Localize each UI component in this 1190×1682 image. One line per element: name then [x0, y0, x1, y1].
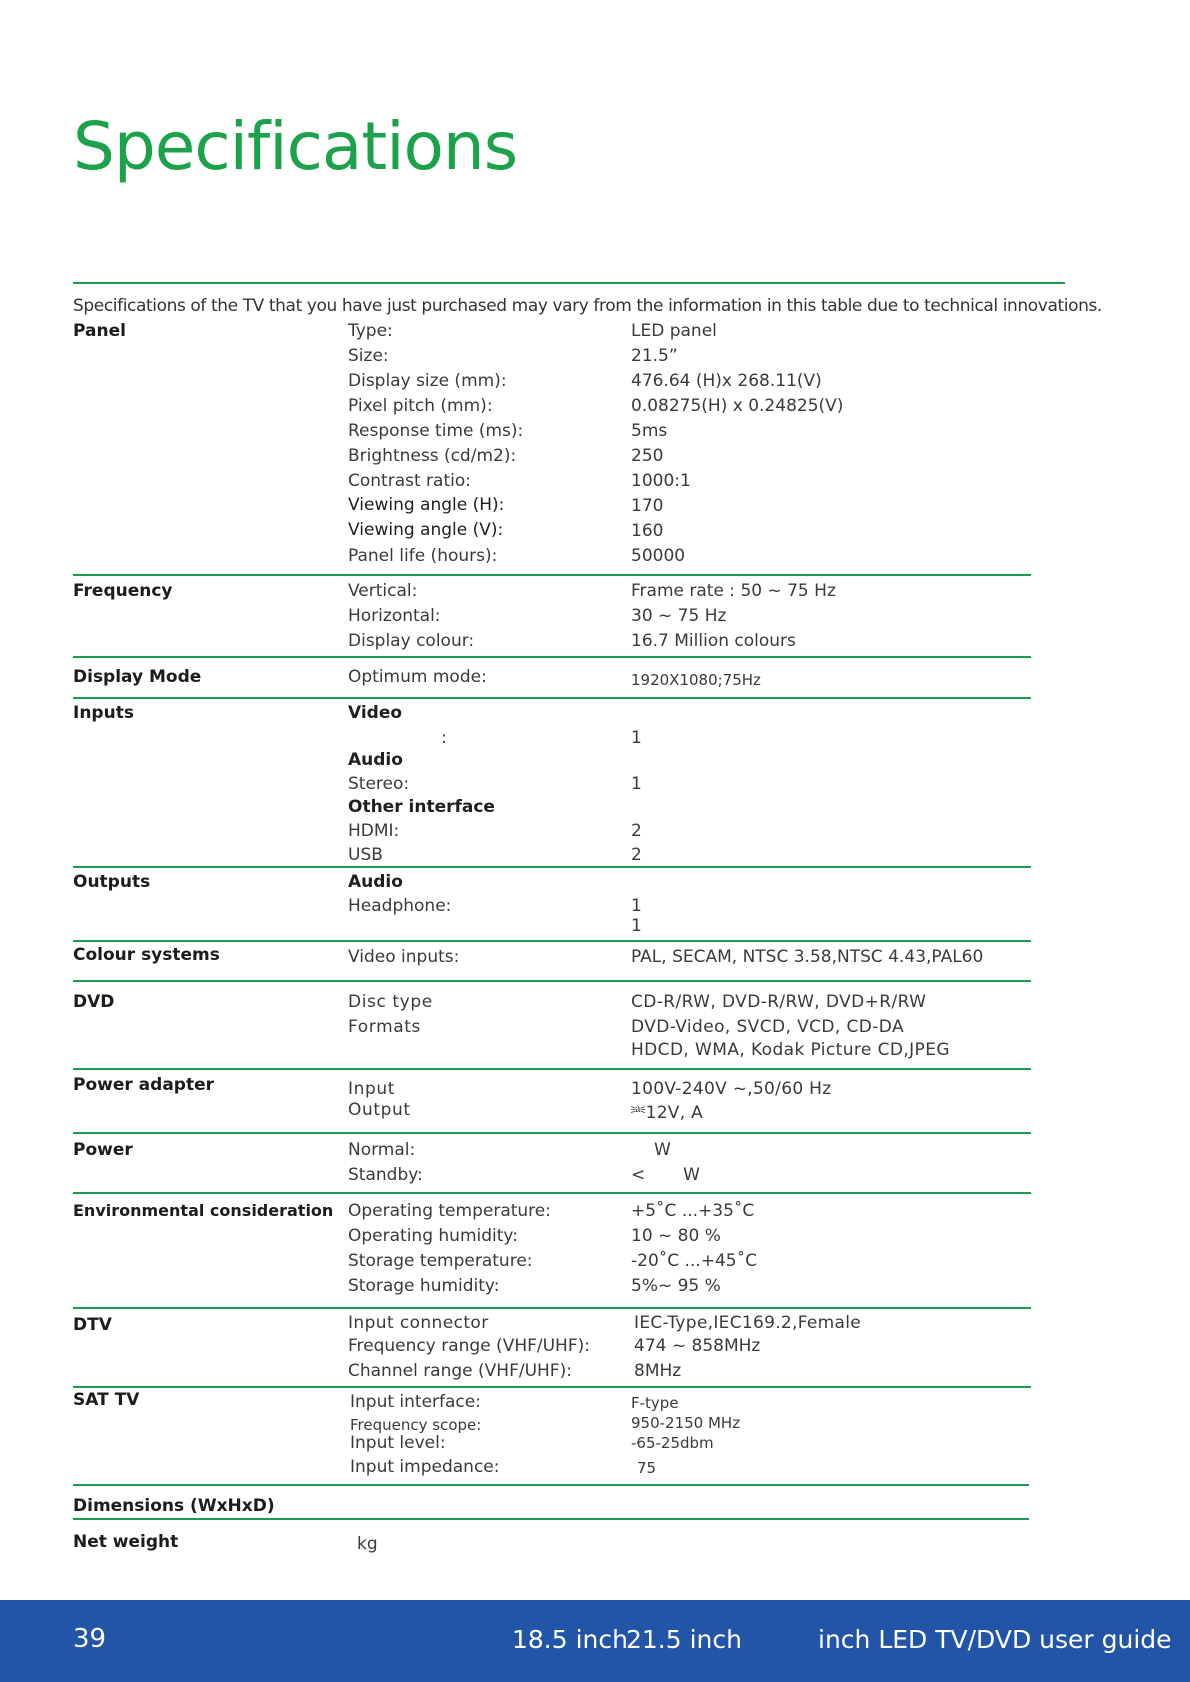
frequency-horizontal-label: Horizontal: [348, 606, 441, 626]
inputs-other-interface-subheading: Other interface [348, 797, 495, 817]
section-panel-heading: Panel [73, 321, 126, 341]
inputs-stereo-value: 1 [631, 774, 642, 794]
power-standby-value: < W [631, 1165, 700, 1185]
display-mode-value: 1920X1080;75Hz [631, 671, 761, 689]
section-display-mode-heading: Display Mode [73, 667, 202, 687]
dvd-formats-label: Formats [348, 1017, 421, 1037]
panel-viewing-angle-h-value: 170 [631, 496, 664, 516]
sat-frequency-scope-value: 950-2150 MHz [631, 1414, 741, 1432]
frequency-vertical-label: Vertical: [348, 581, 418, 601]
sat-input-impedance-value: 75 [637, 1459, 657, 1477]
outputs-extra-value: 1 [631, 916, 642, 936]
display-mode-label: Optimum mode: [348, 667, 487, 687]
panel-viewing-angle-h-label: Viewing angle (H): [348, 495, 505, 515]
sat-input-level-value: -65-25dbm [631, 1434, 714, 1452]
divider [73, 1068, 1031, 1070]
panel-brightness-value: 250 [631, 446, 664, 466]
dtv-channel-range-value: 8MHz [634, 1361, 682, 1381]
env-storage-temp-value: -20˚C ...+45˚C [631, 1251, 757, 1271]
panel-pixel-pitch-value: 0.08275(H) x 0.24825(V) [631, 396, 844, 416]
inputs-video-label: : [441, 728, 447, 748]
power-adapter-output-value: ⎃12V, A [631, 1103, 704, 1123]
net-weight-unit: kg [357, 1534, 378, 1554]
sat-input-impedance-label: Input impedance: [350, 1457, 500, 1477]
inputs-usb-label: USB [348, 845, 383, 865]
section-power-adapter-heading: Power adapter [73, 1075, 214, 1095]
inputs-video-value: 1 [631, 728, 642, 748]
panel-display-size-label: Display size (mm): [348, 371, 507, 391]
divider [73, 1484, 1029, 1486]
panel-type-value: LED panel [631, 321, 717, 341]
section-frequency-heading: Frequency [73, 581, 173, 601]
power-adapter-input-value: 100V-240V ~,50/60 Hz [631, 1079, 832, 1099]
env-storage-humidity-value: 5%~ 95 % [631, 1276, 721, 1296]
power-adapter-output-label: Output [348, 1100, 411, 1120]
colour-systems-label: Video inputs: [348, 947, 460, 967]
panel-life-value: 50000 [631, 546, 686, 566]
section-dvd-heading: DVD [73, 992, 115, 1012]
divider [73, 940, 1031, 942]
power-standby-label: Standby: [348, 1165, 423, 1185]
top-divider [73, 282, 1065, 284]
section-dimensions-heading: Dimensions (WxHxD) [73, 1496, 275, 1516]
sat-input-level-label: Input level: [350, 1433, 446, 1453]
inputs-stereo-label: Stereo: [348, 774, 410, 794]
env-operating-temp-value: +5˚C ...+35˚C [631, 1201, 755, 1221]
panel-life-label: Panel life (hours): [348, 546, 498, 566]
panel-viewing-angle-v-value: 160 [631, 521, 664, 541]
section-sat-tv-heading: SAT TV [73, 1390, 140, 1410]
panel-display-size-value: 476.64 (H)x 268.11(V) [631, 371, 822, 391]
divider [73, 1307, 1031, 1309]
env-operating-humidity-label: Operating humidity: [348, 1226, 518, 1246]
panel-viewing-angle-v-label: Viewing angle (V): [348, 520, 504, 540]
dtv-input-connector-value: IEC-Type,IEC169.2,Female [634, 1313, 862, 1333]
dtv-frequency-range-value: 474 ~ 858MHz [634, 1336, 761, 1356]
panel-pixel-pitch-label: Pixel pitch (mm): [348, 396, 493, 416]
outputs-audio-subheading: Audio [348, 872, 403, 892]
inputs-hdmi-value: 2 [631, 821, 642, 841]
page-title: Specifications [73, 108, 518, 185]
divider [73, 1192, 1031, 1194]
footer-size-2: 21.5 inch [626, 1625, 742, 1654]
footer-size-1: 18.5 inch [512, 1625, 628, 1654]
panel-response-time-value: 5ms [631, 421, 668, 441]
frequency-vertical-value: Frame rate : 50 ~ 75 Hz [631, 581, 836, 601]
frequency-display-colour-value: 16.7 Million colours [631, 631, 796, 651]
divider [73, 866, 1031, 868]
divider [73, 980, 1031, 982]
inputs-video-subheading: Video [348, 703, 403, 723]
panel-contrast-label: Contrast ratio: [348, 471, 471, 491]
frequency-horizontal-value: 30 ~ 75 Hz [631, 606, 727, 626]
divider [73, 1518, 1029, 1520]
power-normal-label: Normal: [348, 1140, 416, 1160]
panel-response-time-label: Response time (ms): [348, 421, 524, 441]
section-dtv-heading: DTV [73, 1315, 112, 1335]
power-adapter-input-label: Input [348, 1079, 396, 1099]
env-storage-humidity-label: Storage humidity: [348, 1276, 500, 1296]
env-operating-temp-label: Operating temperature: [348, 1201, 551, 1221]
inputs-audio-subheading: Audio [348, 750, 403, 770]
page-number: 39 [73, 1624, 107, 1654]
dvd-disc-type-value: CD-R/RW, DVD-R/RW, DVD+R/RW [631, 992, 927, 1012]
footer-guide-title: inch LED TV/DVD user guide [818, 1625, 1172, 1654]
panel-size-label: Size: [348, 346, 389, 366]
sat-input-interface-label: Input interface: [350, 1392, 481, 1412]
section-colour-systems-heading: Colour systems [73, 945, 220, 965]
inputs-hdmi-label: HDMI: [348, 821, 400, 841]
section-environmental-heading: Environmental consideration [73, 1201, 334, 1220]
divider [73, 656, 1031, 658]
panel-contrast-value: 1000:1 [631, 471, 691, 491]
footer-bar [0, 1600, 1190, 1682]
env-operating-humidity-value: 10 ~ 80 % [631, 1226, 721, 1246]
sat-input-interface-value: F-type [631, 1394, 679, 1412]
sat-frequency-scope-label: Frequency scope: [350, 1416, 482, 1434]
frequency-display-colour-label: Display colour: [348, 631, 475, 651]
panel-brightness-label: Brightness (cd/m2): [348, 446, 517, 466]
dtv-input-connector-label: Input connector [348, 1313, 489, 1333]
section-outputs-heading: Outputs [73, 872, 151, 892]
outputs-headphone-label: Headphone: [348, 896, 452, 916]
inputs-usb-value: 2 [631, 845, 642, 865]
divider [73, 1386, 1031, 1388]
power-normal-value: W [654, 1140, 671, 1160]
intro-note: Specifications of the TV that you have just purchased may vary from the information in this table due to technical innovations. [73, 296, 1102, 316]
dvd-formats-value-1: DVD-Video, SVCD, VCD, CD-DA [631, 1017, 904, 1037]
section-inputs-heading: Inputs [73, 703, 134, 723]
dvd-formats-value-2: HDCD, WMA, Kodak Picture CD,JPEG [631, 1040, 950, 1060]
divider [73, 574, 1031, 576]
section-power-heading: Power [73, 1140, 133, 1160]
colour-systems-value: PAL, SECAM, NTSC 3.58,NTSC 4.43,PAL60 [631, 947, 984, 967]
section-net-weight-heading: Net weight [73, 1532, 179, 1552]
dtv-channel-range-label: Channel range (VHF/UHF): [348, 1361, 572, 1381]
env-storage-temp-label: Storage temperature: [348, 1251, 533, 1271]
panel-size-value: 21.5” [631, 346, 678, 366]
divider [73, 697, 1031, 699]
divider [73, 1132, 1031, 1134]
panel-type-label: Type: [348, 321, 393, 341]
dtv-frequency-range-label: Frequency range (VHF/UHF): [348, 1336, 590, 1356]
outputs-headphone-value: 1 [631, 896, 642, 916]
dvd-disc-type-label: Disc type [348, 992, 433, 1012]
